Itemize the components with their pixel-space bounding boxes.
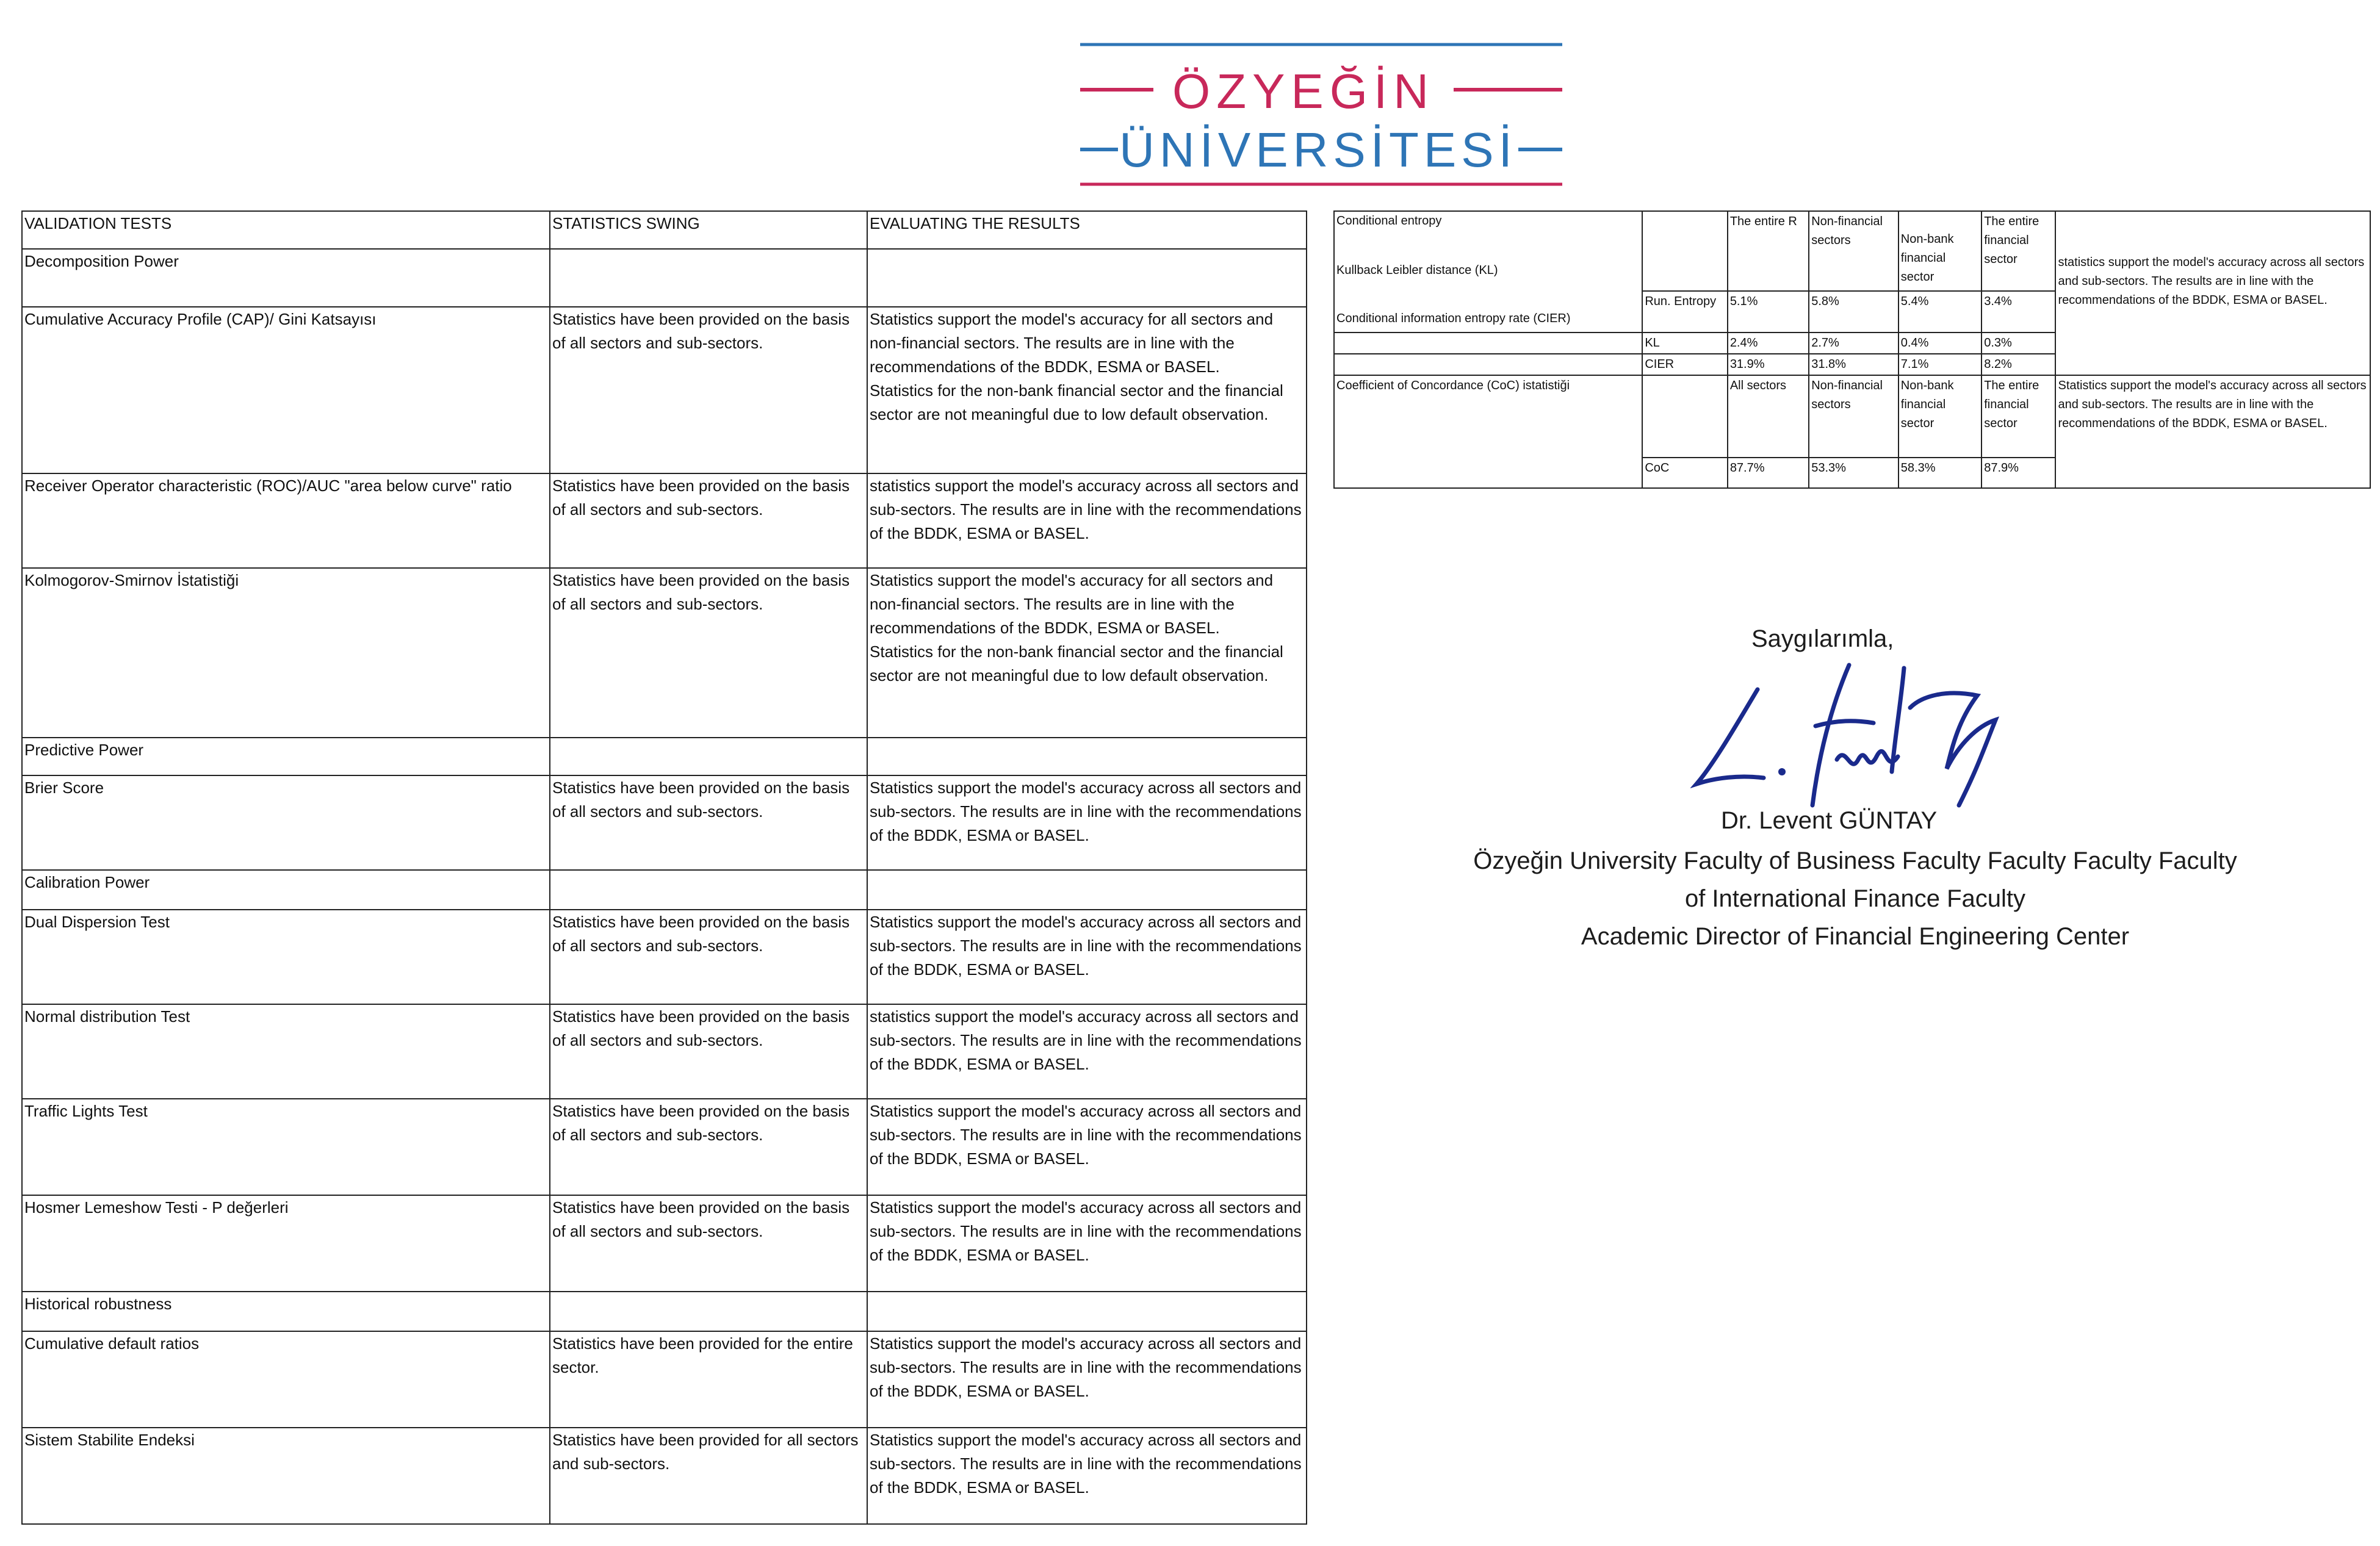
logo-line1: ÖZYEĞİN	[1172, 64, 1435, 118]
entropy-col-header: Non-bank financial sector	[1899, 211, 1982, 291]
evaluation-text: Statistics support the model's accuracy across all sectors and sub-sectors. The results are in line with the recommendations of the BDDK, ESMA or BASEL.	[870, 1102, 1302, 1168]
entropy-comment: statistics support the model's accuracy across all sectors and sub-sectors. The results are in line with the recommendations of the BDDK, ESMA or BASEL.	[2055, 211, 2370, 375]
evaluation-text: statistics support the model's accuracy across all sectors and sub-sectors. The results are in line with the recommendations of the BDDK, ESMA or BASEL.	[870, 1007, 1302, 1073]
evaluation-cell	[867, 1195, 1307, 1292]
evaluation-cell	[867, 1292, 1307, 1331]
statistics-swing: Statistics have been provided on the basis of all sectors and sub-sectors.	[550, 568, 867, 738]
evaluation-cell	[867, 249, 1307, 307]
test-name: Cumulative default ratios	[22, 1331, 550, 1428]
signatory-title-line: of International Finance Faculty	[1684, 885, 2026, 912]
test-name: Brier Score	[22, 775, 550, 870]
test-name: Hosmer Lemeshow Testi - P değerleri	[22, 1195, 550, 1292]
evaluation-text: Statistics for the non-bank financial sector and the financial sector are not meaningful due to low default observation.	[870, 381, 1283, 423]
statistics-swing: Statistics have been provided on the basis of all sectors and sub-sectors.	[550, 1099, 867, 1195]
evaluation-cell	[867, 1004, 1307, 1099]
evaluation-cell	[867, 1331, 1307, 1428]
evaluation-cell	[867, 1099, 1307, 1195]
test-name: Kolmogorov-Smirnov İstatistiği	[22, 568, 550, 738]
university-logo	[1080, 40, 1562, 189]
coc-cell: 58.3%	[1899, 458, 1982, 488]
table-row	[22, 1195, 1307, 1292]
evaluation-cell	[867, 473, 1307, 568]
evaluation-text: Statistics for the non-bank financial sector and the financial sector are not meaningful due to low default observation.	[870, 642, 1283, 685]
statistics-swing	[550, 870, 867, 910]
statistics-swing: Statistics have been provided on the basis of all sectors and sub-sectors.	[550, 775, 867, 870]
coc-col-header: The entire financial sector	[1982, 375, 2055, 458]
test-name: Dual Dispersion Test	[22, 910, 550, 1004]
table-row	[22, 1292, 1307, 1331]
evaluation-text: Statistics support the model's accuracy across all sectors and sub-sectors. The results are in line with the recommendations of the BDDK, ESMA or BASEL.	[870, 913, 1302, 979]
coc-col-header: Non-financial sectors	[1809, 375, 1899, 458]
entropy-cell: 31.9%	[1728, 354, 1809, 375]
test-name: Predictive Power	[22, 738, 550, 775]
entropy-row-label: KL	[1642, 333, 1727, 354]
statistics-swing: Statistics have been provided on the basis of all sectors and sub-sectors.	[550, 473, 867, 568]
entropy-cell: 3.4%	[1982, 291, 2055, 333]
entropy-label-conditional: Conditional entropy	[1336, 214, 1442, 228]
coc-col-header: All sectors	[1728, 375, 1809, 458]
evaluation-text: Statistics support the model's accuracy across all sectors and sub-sectors. The results are in line with the recommendations of the BDDK, ESMA or BASEL.	[870, 778, 1302, 844]
validation-table	[21, 210, 1307, 1525]
evaluation-cell	[867, 870, 1307, 910]
entropy-cell: 5.1%	[1728, 291, 1809, 333]
coc-cell: 53.3%	[1809, 458, 1899, 488]
entropy-cell: 5.8%	[1809, 291, 1899, 333]
logo-line2: ÜNİVERSİTESİ	[1119, 123, 1517, 177]
table-row	[22, 1428, 1307, 1524]
entropy-col-header: Non-financial sectors	[1809, 211, 1899, 291]
statistics-swing: Statistics have been provided on the basis of all sectors and sub-sectors.	[550, 910, 867, 1004]
table-row	[22, 870, 1307, 910]
signatory-name: Dr. Levent GÜNTAY	[1721, 807, 1938, 834]
entropy-col-header: The entire financial sector	[1982, 211, 2055, 291]
entropy-cell: 31.8%	[1809, 354, 1899, 375]
signatory-title-line: Özyeğin University Faculty of Business Faculty Faculty Faculty Faculty	[1473, 847, 2237, 874]
statistics-swing: Statistics have been provided on the basis of all sectors and sub-sectors.	[550, 1195, 867, 1292]
entropy-cell: 5.4%	[1899, 291, 1982, 333]
test-name: Historical robustness	[22, 1292, 550, 1331]
table-row	[22, 249, 1307, 307]
coc-row-label: CoC	[1642, 458, 1727, 488]
statistics-swing	[550, 1292, 867, 1331]
test-name: Decomposition Power	[22, 249, 550, 307]
entropy-label-kl: Kullback Leibler distance (KL)	[1336, 264, 1498, 277]
table-row	[22, 1004, 1307, 1099]
entropy-coc-table	[1333, 210, 2371, 489]
statistics-swing	[550, 249, 867, 307]
column-header: VALIDATION TESTS	[22, 211, 550, 249]
evaluation-text: Statistics support the model's accuracy across all sectors and sub-sectors. The results are in line with the recommendations of the BDDK, ESMA or BASEL.	[870, 1431, 1302, 1497]
coc-label: Coefficient of Concordance (CoC) istatistiği	[1334, 375, 1642, 488]
test-name: Normal distribution Test	[22, 1004, 550, 1099]
table-row	[22, 738, 1307, 775]
evaluation-text: Statistics support the model's accuracy across all sectors and sub-sectors. The results are in line with the recommendations of the BDDK, ESMA or BASEL.	[870, 1198, 1302, 1264]
entropy-row-label: CIER	[1642, 354, 1727, 375]
entropy-cell: 0.3%	[1982, 333, 2055, 354]
evaluation-cell	[867, 1428, 1307, 1524]
handwritten-signature	[1690, 653, 2020, 818]
test-name: Sistem Stabilite Endeksi	[22, 1428, 550, 1524]
column-header: EVALUATING THE RESULTS	[867, 211, 1307, 249]
table-row	[22, 910, 1307, 1004]
evaluation-text: Statistics support the model's accuracy for all sectors and non-financial sectors. The results are in line with the recommendations of the BDDK, ESMA or BASEL.	[870, 571, 1274, 637]
entropy-cell: 8.2%	[1982, 354, 2055, 375]
evaluation-text: statistics support the model's accuracy across all sectors and sub-sectors. The results are in line with the recommendations of the BDDK, ESMA or BASEL.	[870, 476, 1302, 542]
statistics-swing: Statistics have been provided for the entire sector.	[550, 1331, 867, 1428]
evaluation-cell	[867, 738, 1307, 775]
coc-col-header: Non-bank financial sector	[1899, 375, 1982, 458]
entropy-cell: 2.7%	[1809, 333, 1899, 354]
statistics-swing: Statistics have been provided for all sectors and sub-sectors.	[550, 1428, 867, 1524]
table-row	[22, 473, 1307, 568]
evaluation-cell	[867, 775, 1307, 870]
statistics-swing	[550, 738, 867, 775]
signatory-title-line: Academic Director of Financial Engineering Center	[1581, 923, 2130, 950]
test-name: Traffic Lights Test	[22, 1099, 550, 1195]
coc-comment: Statistics support the model's accuracy across all sectors and sub-sectors. The results are in line with the recommendations of the BDDK, ESMA or BASEL.	[2055, 375, 2370, 488]
evaluation-cell	[867, 307, 1307, 473]
column-header: STATISTICS SWING	[550, 211, 867, 249]
evaluation-text: Statistics support the model's accuracy across all sectors and sub-sectors. The results are in line with the recommendations of the BDDK, ESMA or BASEL.	[870, 1334, 1302, 1400]
entropy-row-label: Run. Entropy	[1642, 291, 1727, 333]
test-name: Cumulative Accuracy Profile (CAP)/ Gini Katsayısı	[22, 307, 550, 473]
closing-greeting: Saygılarımla,	[1751, 625, 1894, 652]
statistics-swing: Statistics have been provided on the basis of all sectors and sub-sectors.	[550, 307, 867, 473]
table-row	[22, 1099, 1307, 1195]
coc-cell: 87.7%	[1728, 458, 1809, 488]
entropy-cell: 0.4%	[1899, 333, 1982, 354]
table-row	[22, 775, 1307, 870]
evaluation-text: Statistics support the model's accuracy for all sectors and non-financial sectors. The results are in line with the recommendations of the BDDK, ESMA or BASEL.	[870, 310, 1274, 376]
entropy-col-header: The entire R	[1728, 211, 1809, 291]
table-row	[22, 1331, 1307, 1428]
test-name: Receiver Operator characteristic (ROC)/AUC "area below curve" ratio	[22, 473, 550, 568]
statistics-swing: Statistics have been provided on the basis of all sectors and sub-sectors.	[550, 1004, 867, 1099]
entropy-cell: 2.4%	[1728, 333, 1809, 354]
coc-cell: 87.9%	[1982, 458, 2055, 488]
table-row	[22, 307, 1307, 473]
test-name: Calibration Power	[22, 870, 550, 910]
entropy-cell: 7.1%	[1899, 354, 1982, 375]
entropy-label-cier: Conditional information entropy rate (CIER)	[1336, 312, 1571, 325]
signatory-title	[1404, 842, 2307, 955]
table-row	[22, 568, 1307, 738]
evaluation-cell	[867, 910, 1307, 1004]
evaluation-cell	[867, 568, 1307, 738]
table-header-row	[22, 211, 1307, 249]
